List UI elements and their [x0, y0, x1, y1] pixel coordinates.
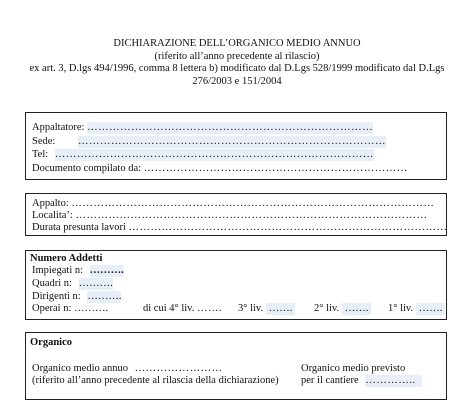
liv2-field[interactable]: …….: [342, 303, 372, 315]
liv2-group: [314, 303, 371, 315]
organico-medio-note: (riferito all’anno precedente al rilascia della dichiarazione): [32, 375, 279, 386]
legal-reference: ex art. 3, D.lgs 494/1996, comma 8 lettera b) modificato dal D.Lgs 528/1999 modificato dal D.Lgs: [29, 63, 445, 74]
localita-label: Localita’:: [32, 210, 73, 221]
liv3-group: [238, 303, 295, 315]
impiegati-field[interactable]: ……….: [89, 265, 124, 276]
documento-label: Documento compilato da:: [32, 163, 142, 174]
organico-title: Organico: [30, 337, 72, 348]
appalto-label: Appalto:: [32, 198, 69, 209]
document-title: DICHIARAZIONE DELL’ORGANICO MEDIO ANNUO: [113, 38, 361, 49]
dirigenti-label: Dirigenti n:: [32, 291, 81, 302]
numero-addetti-title: Numero Addetti: [30, 253, 103, 264]
localita-row: [32, 210, 427, 222]
dirigenti-row: [32, 291, 121, 303]
impiegati-label: Impiegati n:: [32, 265, 84, 276]
organico-box: [25, 332, 447, 400]
sede-label: Sede:: [32, 136, 56, 147]
durata-row: [32, 222, 448, 234]
quadri-row: [32, 278, 113, 290]
tel-label: Tel:: [32, 149, 49, 160]
impiegati-row: [32, 265, 124, 277]
quadri-field[interactable]: ……….: [78, 278, 113, 289]
liv3-field[interactable]: …….: [266, 303, 296, 315]
durata-label: Durata presunta lavori: [32, 222, 126, 233]
dirigenti-field[interactable]: ……….: [87, 291, 122, 302]
document-header: [0, 38, 474, 88]
liv4-group: [143, 303, 222, 315]
contract-info-box: [25, 193, 447, 236]
documento-field[interactable]: ………………………………………………………………: [143, 163, 408, 174]
organico-medio-label: Organico medio annuo: [32, 363, 129, 374]
contractor-info-box: [25, 112, 447, 180]
quadri-label: Quadri n:: [32, 278, 72, 289]
documento-row: [32, 163, 408, 175]
appalto-row: [32, 198, 434, 210]
organico-previsto-note: per il cantiere: [301, 375, 359, 386]
operai-label: Operai n: ……….: [32, 303, 109, 314]
organico-previsto-row: [301, 375, 422, 387]
liv1-field[interactable]: …….: [416, 303, 446, 315]
liv1-group: [388, 303, 445, 315]
organico-previsto-label: Organico medio previsto: [301, 363, 406, 374]
sede-field[interactable]: …………………………………………………………………………: [77, 136, 386, 147]
tel-row: [32, 149, 374, 161]
organico-previsto-field[interactable]: …………..: [365, 375, 421, 387]
durata-field[interactable]: ……………………………………………………………………………: [128, 222, 448, 233]
legal-reference-continued: 276/2003 e 151/2004: [192, 75, 282, 87]
organico-medio-field[interactable]: ……………………: [134, 363, 223, 374]
sede-row: [32, 136, 386, 148]
localita-field[interactable]: ……………………………………………………………………………………: [75, 210, 428, 221]
appaltatore-row: [32, 122, 373, 134]
tel-field[interactable]: ……………………………………………………………………………: [54, 149, 374, 160]
appaltatore-field[interactable]: ……………………………………………………………………: [87, 122, 374, 133]
appaltatore-label: Appaltatore:: [32, 122, 85, 133]
employee-count-box: [25, 250, 447, 320]
liv1-label: 1° liv.: [388, 303, 414, 314]
document-subtitle: (riferito all’anno precedente al rilascio): [154, 50, 320, 62]
appalto-field[interactable]: ………………………………………………………………………………………: [71, 198, 435, 209]
liv4-field[interactable]: …….: [196, 303, 223, 314]
liv3-label: 3° liv.: [238, 303, 264, 314]
organico-medio-row: [32, 363, 223, 375]
liv2-label: 2° liv.: [314, 303, 340, 314]
liv4-label: di cui 4° liv.: [143, 303, 195, 314]
